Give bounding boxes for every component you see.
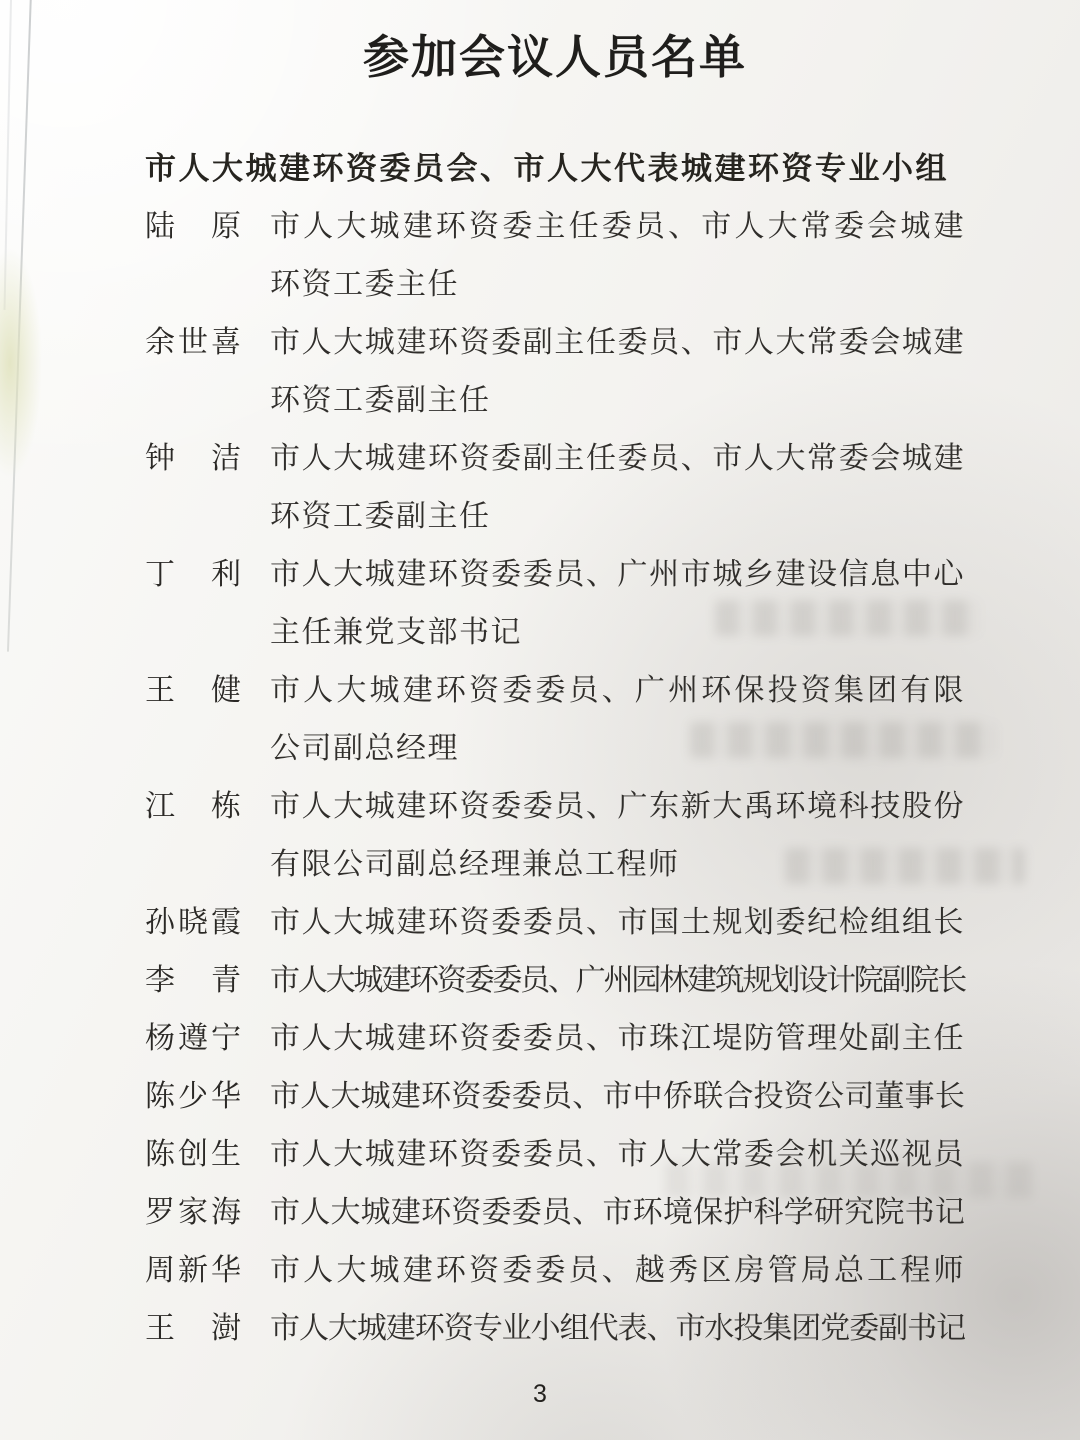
attendee-row <box>0 778 1080 894</box>
attendee-title-line: 市人大城建环资委委员、市人大常委会机关巡视员 <box>270 1138 965 1171</box>
document-page <box>0 26 1080 1409</box>
attendee-row <box>0 546 1080 662</box>
attendee-name: 陈创生 <box>145 1138 241 1171</box>
attendee-title-line: 市人大城建环资委委员、市珠江堤防管理处副主任 <box>270 1022 965 1055</box>
attendee-title <box>270 1068 1080 1126</box>
attendee-name: 余世喜 <box>145 326 241 359</box>
attendee-row <box>0 1010 1080 1068</box>
attendee-row <box>0 662 1080 778</box>
attendee-row <box>0 1068 1080 1126</box>
attendee-title-line: 市人大城建环资委委员、市中侨联合投资公司董事长 <box>270 1080 965 1113</box>
attendee-title <box>270 314 1080 430</box>
attendee-name: 杨遵宁 <box>145 1022 241 1055</box>
attendee-title-line: 主任兼党支部书记 <box>270 616 522 649</box>
attendee-title <box>270 430 1080 546</box>
attendee-row <box>0 1242 1080 1300</box>
attendee-name: 丁利 <box>145 558 241 591</box>
attendee-name: 孙晓霞 <box>145 906 241 939</box>
attendee-name: 陈少华 <box>145 1080 241 1113</box>
attendee-row <box>0 1184 1080 1242</box>
attendee-name: 王健 <box>145 674 241 707</box>
attendee-title-line: 市人大城建环资委委员、广州环保投资集团有限 <box>270 674 965 707</box>
attendee-title-line: 市人大城建环资委副主任委员、市人大常委会城建 <box>270 442 965 475</box>
attendee-title <box>270 894 1080 952</box>
group-heading: 市人大城建环资委员会、市人大代表城建环资专业小组 <box>145 151 949 186</box>
attendee-name: 陆原 <box>145 210 241 243</box>
attendee-title-line: 有限公司副总经理兼总工程师 <box>270 848 680 881</box>
attendee-row <box>0 314 1080 430</box>
attendee-row <box>0 1300 1080 1358</box>
attendee-title <box>270 1126 1080 1184</box>
attendee-name: 罗家海 <box>145 1196 241 1229</box>
attendee-title <box>270 1010 1080 1068</box>
attendee-title-line: 市人大城建环资委委员、广州市城乡建设信息中心 <box>270 558 965 591</box>
attendee-row <box>0 430 1080 546</box>
attendee-title-line: 市人大城建环资委委员、市环境保护科学研究院书记 <box>270 1196 965 1229</box>
attendee-list <box>0 198 1080 1358</box>
attendee-title <box>270 198 1080 314</box>
attendee-name: 李青 <box>145 964 241 997</box>
page-title: 参加会议人员名单 <box>363 32 747 83</box>
attendee-title <box>270 1300 1080 1358</box>
attendee-title <box>270 662 1080 778</box>
page-number: 3 <box>533 1380 547 1408</box>
attendee-title-line: 市人大城建环资专业小组代表、市水投集团党委副书记 <box>270 1312 965 1345</box>
attendee-name: 周新华 <box>145 1254 241 1287</box>
attendee-title-line: 市人大城建环资委副主任委员、市人大常委会城建 <box>270 326 965 359</box>
attendee-title-line: 环资工委主任 <box>270 268 459 301</box>
attendee-row <box>0 1126 1080 1184</box>
attendee-title <box>270 778 1080 894</box>
attendee-name: 王澍 <box>145 1312 241 1345</box>
attendee-title <box>270 952 1080 1010</box>
attendee-title-line: 市人大城建环资委委员、广州园林建筑规划设计院副院长 <box>270 964 965 997</box>
attendee-title-line: 公司副总经理 <box>270 732 459 765</box>
attendee-title-line: 环资工委副主任 <box>270 384 491 417</box>
attendee-title-line: 市人大城建环资委委员、越秀区房管局总工程师 <box>270 1254 965 1287</box>
attendee-title-line: 市人大城建环资委委员、广东新大禹环境科技股份 <box>270 790 965 823</box>
attendee-title <box>270 546 1080 662</box>
attendee-row <box>0 894 1080 952</box>
attendee-name: 钟洁 <box>145 442 241 475</box>
attendee-title <box>270 1242 1080 1300</box>
attendee-row <box>0 198 1080 314</box>
attendee-title <box>270 1184 1080 1242</box>
attendee-title-line: 市人大城建环资委委员、市国土规划委纪检组组长 <box>270 906 965 939</box>
attendee-name: 江栋 <box>145 790 241 823</box>
attendee-row <box>0 952 1080 1010</box>
attendee-title-line: 环资工委副主任 <box>270 500 491 533</box>
attendee-title-line: 市人大城建环资委主任委员、市人大常委会城建 <box>270 210 965 243</box>
